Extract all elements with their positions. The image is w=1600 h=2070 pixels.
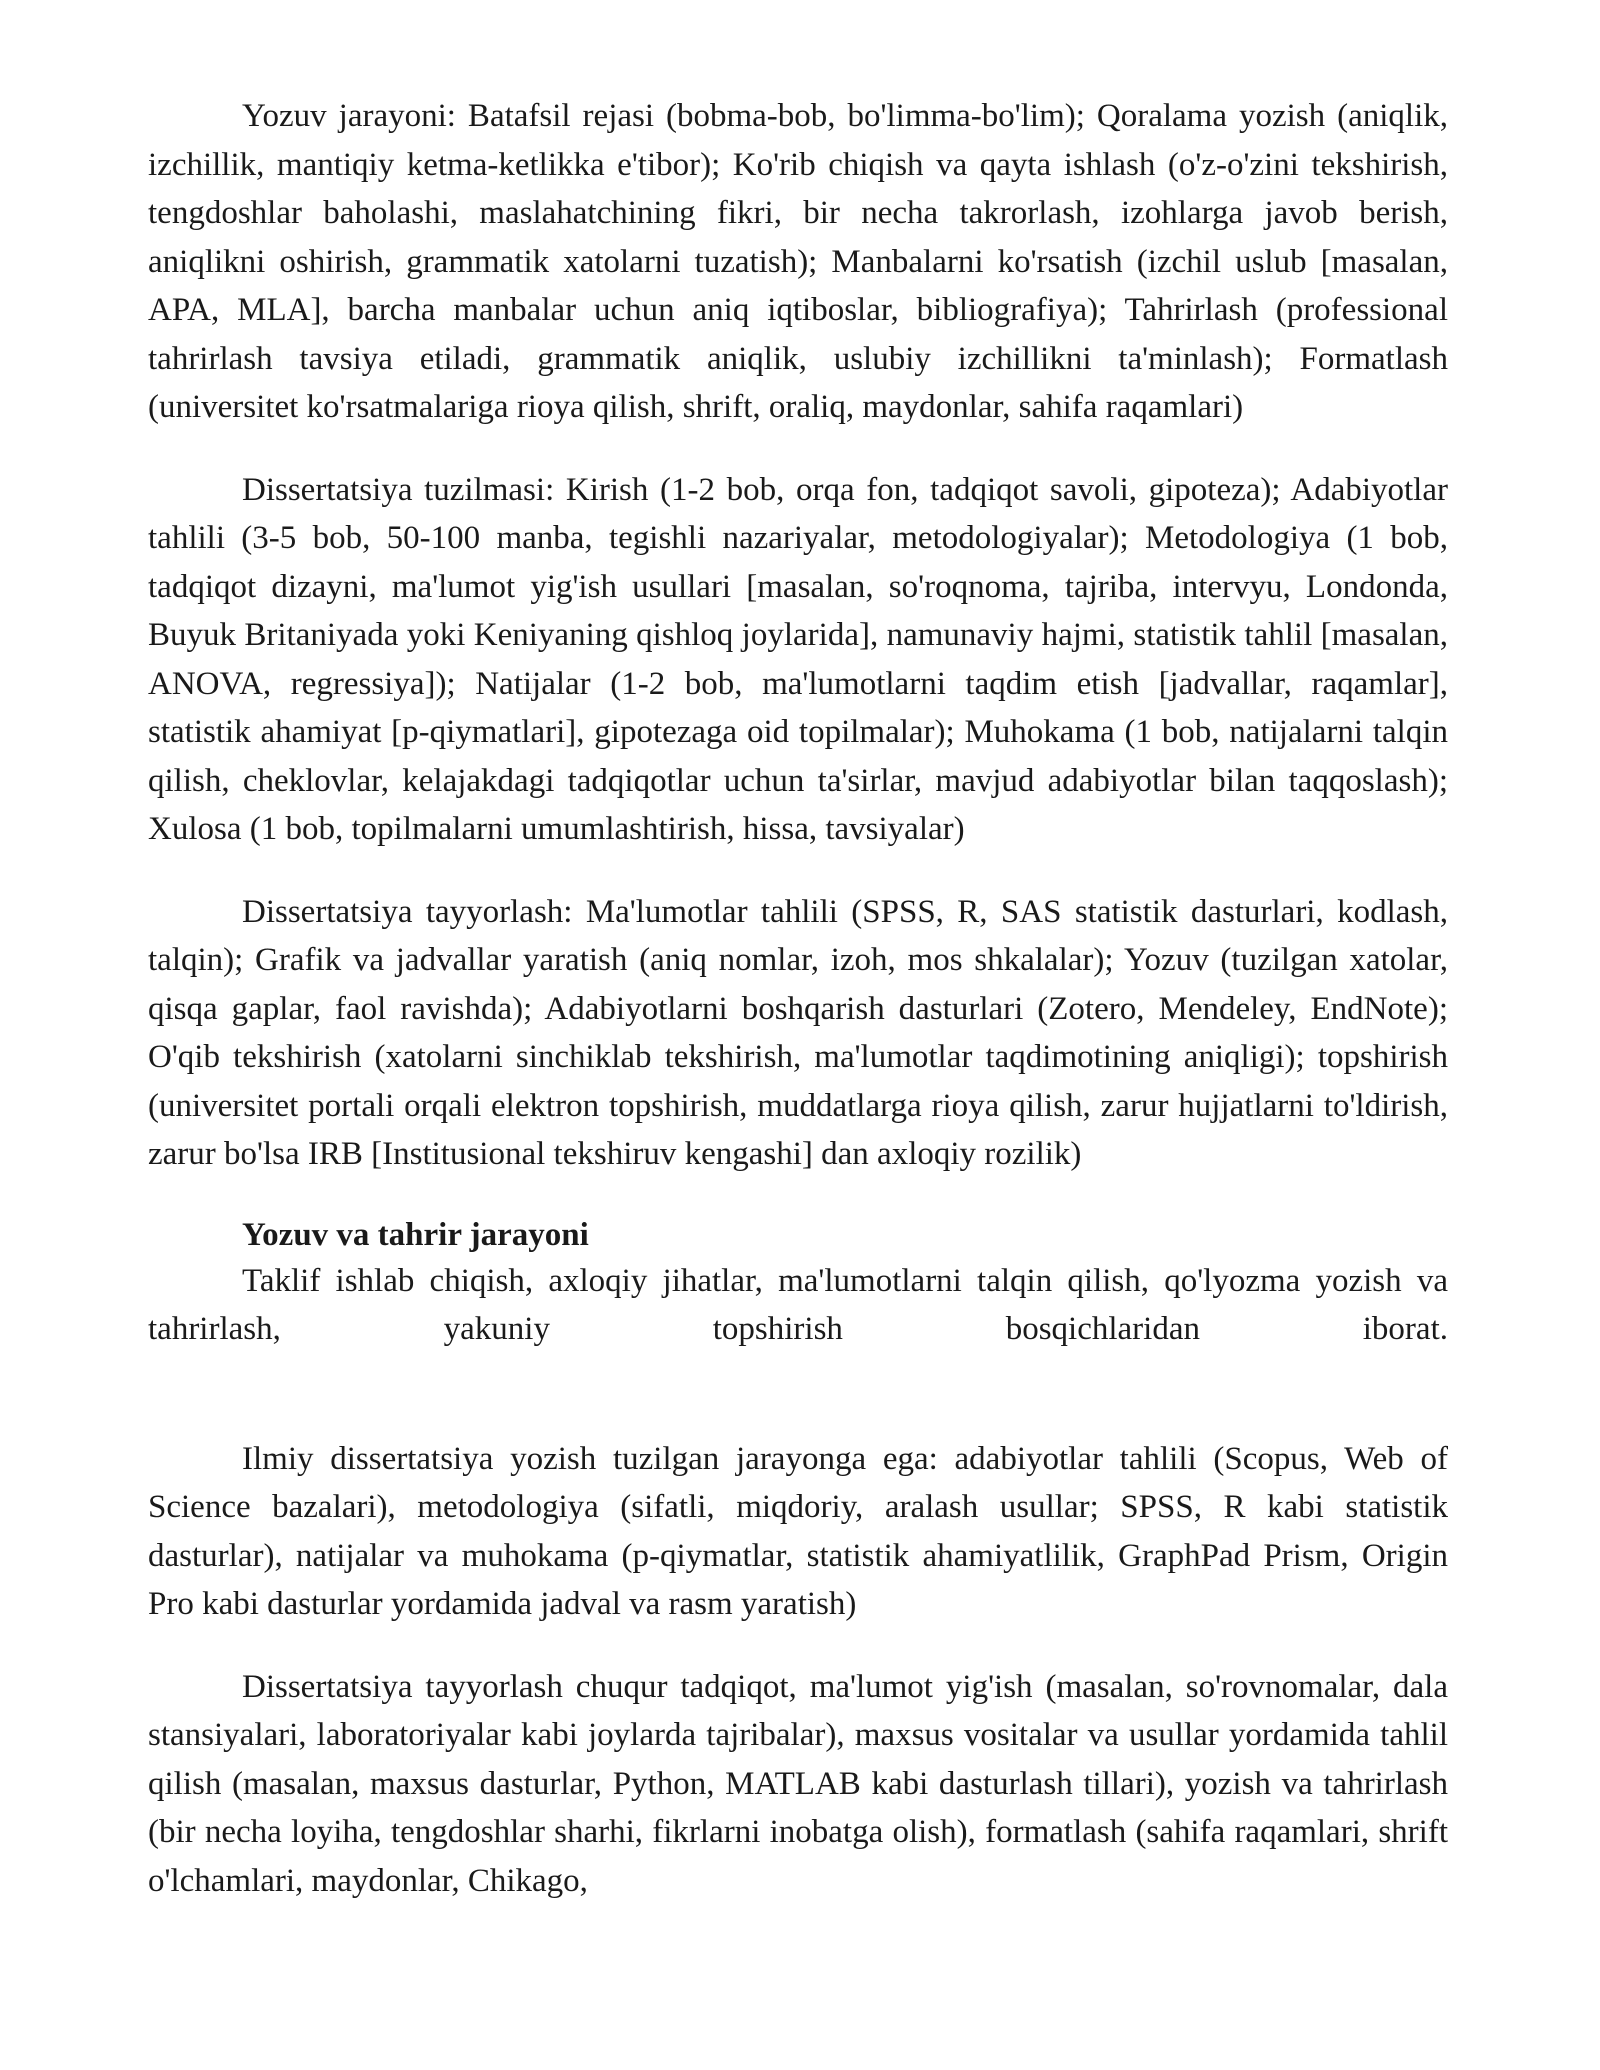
paragraph-scientific-dissertation: Ilmiy dissertatsiya yozish tuzilgan jarayonga ega: adabiyotlar tahlili (Scopus, Web of Science bazalari), metodologiya (sifatli, miqdoriy, aralash usullar; SPSS, R kabi statistik dasturlar), natijalar va muhokama (p-qiymatlar, statistik ahamiyatlilik, GraphPad Prism, Origin Pro kabi dasturlar yordamida jadval va rasm yaratish): [148, 1440, 1448, 1622]
paragraph-dissertation-preparation: Dissertatsiya tayyorlash: Ma'lumotlar tahlili (SPSS, R, SAS statistik dasturlari, kodlash, talqin); Grafik va jadvallar yaratish (aniq nomlar, izoh, mos shkalalar); Yozuv (tuzilgan xatolar, qisqa gaplar, faol ravishda); Adabiyotlarni boshqarish dasturlari (Zotero, Mendeley, EndNote); O'qib tekshirish (xatolarni sinchiklab tekshirish, ma'lumotlar taqdimotining aniqligi); topshirish (universitet portali orqali elektron topshirish, muddatlarga rioya qilish, zarur hujjatlarni to'ldirish, zarur bo'lsa IRB [Institusional tekshiruv kengashi] dan axloqiy rozilik): [148, 893, 1448, 1172]
blank-line: [148, 1353, 1448, 1435]
document-page: [148, 92, 1448, 1939]
section-heading: Yozuv va tahrir jarayoni: [242, 1216, 589, 1253]
paragraph-deep-research: Dissertatsiya tayyorlash chuqur tadqiqot, ma'lumot yig'ish (masalan, so'rovnomalar, dala stansiyalari, laboratoriyalar kabi joylarda tajribalar), maxsus vositalar va usullar yordamida tahlil qilish (masalan, maxsus dasturlar, Python, MATLAB kabi dasturlash tillari), yozish va tahrirlash (bir necha loyiha, tengdoshlar sharhi, fikrlarni inobatga olish), formatlash (sahifa raqamlari, shrift o'lchamlari, maydonlar, Chikago,: [148, 1668, 1448, 1899]
paragraph-process-stages: Taklif ishlab chiqish, axloqiy jihatlar, ma'lumotlarni talqin qilish, qo'lyozma yozish va tahrirlash, yakuniy topshirish bosqichlaridan iborat.: [148, 1262, 1448, 1347]
paragraph-dissertation-structure: Dissertatsiya tuzilmasi: Kirish (1-2 bob, orqa fon, tadqiqot savoli, gipoteza); Adabiyotlar tahlili (3-5 bob, 50-100 manba, tegishli nazariyalar, metodologiyalar); Metodologiya (1 bob, tadqiqot dizayni, ma'lumot yig'ish usullari [masalan, so'roqnoma, tajriba, intervyu, Londonda, Buyuk Britaniyada yoki Keniyaning qishloq joylarida], namunaviy hajmi, statistik tahlil [masalan, ANOVA, regressiya]); Natijalar (1-2 bob, ma'lumotlarni taqdim etish [jadvallar, raqamlar], statistik ahamiyat [p-qiymatlari], gipotezaga oid topilmalar); Muhokama (1 bob, natijalarni talqin qilish, cheklovlar, kelajakdagi tadqiqotlar uchun ta'sirlar, mavjud adabiyotlar bilan taqqoslash); Xulosa (1 bob, topilmalarni umumlashtirish, hissa, tavsiyalar): [148, 471, 1448, 847]
paragraph-writing-process: Yozuv jarayoni: Batafsil rejasi (bobma-bob, bo'limma-bo'lim); Qoralama yozish (aniqlik, izchillik, mantiqiy ketma-ketlikka e'tibor); Ko'rib chiqish va qayta ishlash (o'z-o'zini tekshirish, tengdoshlar baholashi, maslahatchining fikri, bir necha takrorlash, izohlarga javob berish, aniqlikni oshirish, grammatik xatolarni tuzatish); Manbalarni ko'rsatish (izchil uslub [masalan, APA, MLA], barcha manbalar uchun aniq iqtiboslar, bibliografiya); Tahrirlash (professional tahrirlash tavsiya etiladi, grammatik aniqlik, uslubiy izchillikni ta'minlash); Formatlash (universitet ko'rsatmalariga rioya qilish, shrift, oraliq, maydonlar, sahifa raqamlari): [148, 98, 1448, 425]
